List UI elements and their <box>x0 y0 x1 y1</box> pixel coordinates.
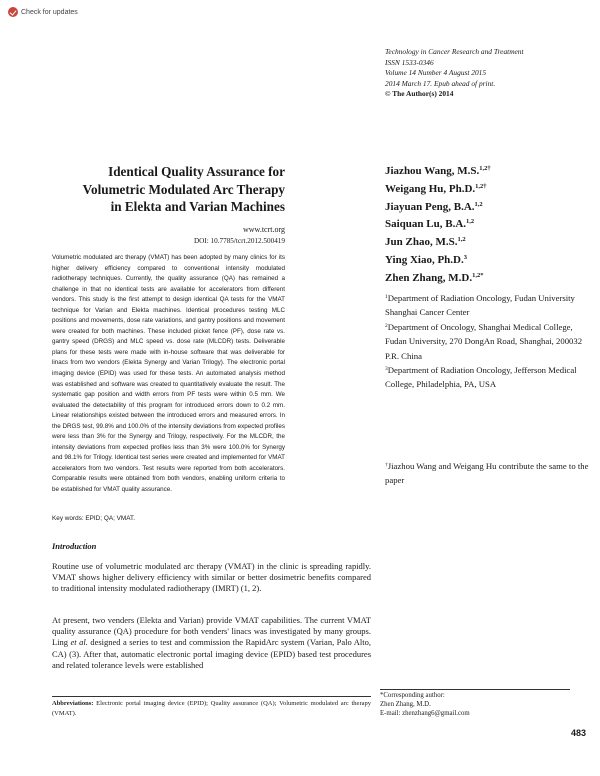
introduction-heading: Introduction <box>52 541 97 551</box>
affiliation-mark: 1 <box>385 294 388 300</box>
author-name: Weigang Hu, Ph.D. <box>385 182 476 195</box>
corresponding-name: Zhen Zhang, M.D. <box>380 700 431 708</box>
paragraph-2-text-b: designed a series to test and commission the RapidArc system (Varian, Palo Alto, CA) (3). After that, automatic electronic portal imaging device (EPID) based test procedures and related tolerance levels were established <box>52 637 371 670</box>
journal-volume: Volume 14 Number 4 August 2015 <box>385 68 487 78</box>
affiliation-mark: 2 <box>385 322 388 329</box>
author-name: Jiazhou Wang, M.S. <box>385 165 480 177</box>
check-for-updates-badge[interactable] <box>8 5 90 19</box>
corresponding-divider <box>380 689 570 690</box>
author-item <box>385 252 585 270</box>
author-item <box>385 270 585 288</box>
et-al: et al. <box>70 637 88 648</box>
journal-info <box>385 47 585 100</box>
author-name: Jun Zhao, M.S. <box>385 236 458 249</box>
introduction-paragraph-2 <box>52 615 371 671</box>
abbreviations-text: Electronic portal imaging device (EPID); Quality assurance (QA); Volumetric modulated arc therapy (VMAT). <box>52 700 371 717</box>
journal-website-link[interactable]: www.tcrt.org <box>243 225 285 234</box>
abbreviations-footnote <box>52 699 371 718</box>
author-affiliation-mark: 1,2† <box>479 165 491 172</box>
abbreviations-label: Abbreviations: <box>52 700 94 707</box>
author-item <box>385 199 585 217</box>
equal-contribution-mark: † <box>385 462 388 468</box>
author-list <box>385 163 585 288</box>
page-number: 483 <box>570 728 586 738</box>
affiliation-mark: 3 <box>385 366 388 373</box>
corresponding-email[interactable]: E-mail: zhenzhang6@gmail.com <box>380 709 470 717</box>
journal-epub: 2014 March 17. Epub ahead of print. <box>385 78 496 88</box>
author-affiliation-mark: 1,2† <box>475 182 487 190</box>
equal-contribution-note <box>385 459 590 488</box>
affiliation-item <box>385 291 590 320</box>
affiliation-text: Department of Oncology, Shanghai Medical College, Fudan University, 270 DongAn Road, Shanghai, 200032 P.R. China <box>385 321 583 361</box>
abstract: Volumetric modulated arc therapy (VMAT) has been adopted by many clinics for its higher delivery efficiency compared to conventional intensity modulated radiotherapy techniques. Currently, the quality assurance (QA) has remained a challenge in that no identical tests are available for accelerators from different vendors. This study is the first attempt to design identical QA tests for the VMAT technique for Varian and Elekta machines. Identical procedures testing MLC positions and movements, dose rate variations, and gantry positions and movement were created for both machines. These included picket fence (PF), dose rate vs. gantry speed (DRGS) and MLC speed vs. dose rate (MLCDR) tests. Deliverable plans for these tests were made with in-house software that was deliverable for linacs from two vendors (Elekta Synergy and Varian Trilogy). The electronic portal imaging device (EPID) was used for these tests. An automated analysis method was established and software was created to quantitatively evaluate the result. The systematic gap position and width errors from PF tests were within 0.5 mm. We evaluated the detectability of this program for introduced errors down to 0.2 mm. Linear relationships existed between the introduced errors and measured errors. In the DRGS test, 99.8% and 100.0% of the intensity deviations from expected profiles were less than 3% for the Synergy and Trilogy, respectively. For the MLCDR, the intensity deviations from expected profiles less than 3% were 100.0% for Synergy and 98.1% for Trilogy. Identical test series were created and implemented for VMAT accelerators from two vendors. Test results were reported from both accelerators. Comparable results were obtained from both vendors, enabling uniform criteria to be established for VMAT quality assurance. <box>52 254 285 494</box>
keywords: Key words: EPID; QA; VMAT. <box>52 515 135 522</box>
check-circle-icon <box>8 7 18 17</box>
journal-name: Technology in Cancer Research and Treatment <box>385 47 524 56</box>
footnote-divider <box>52 696 371 697</box>
journal-copyright: © The Author(s) 2014 <box>385 89 454 99</box>
article-title: Identical Quality Assurance for Volumetric Modulated Arc Therapy in Elekta and Varian Machines <box>82 164 285 214</box>
author-item <box>385 163 585 181</box>
author-affiliation-mark: 1,2 <box>474 200 483 208</box>
affiliation-item <box>385 320 590 363</box>
badge-label: Check for updates <box>21 8 78 16</box>
article-doi[interactable]: DOI: 10.7785/tcrt.2012.500419 <box>193 237 285 245</box>
author-name: Ying Xiao, Ph.D. <box>385 253 464 266</box>
author-name: Saiquan Lu, B.A. <box>385 218 467 231</box>
author-name: Zhen Zhang, M.D. <box>385 271 473 284</box>
author-affiliation-mark: 3 <box>463 253 467 261</box>
author-item <box>385 234 585 252</box>
author-item <box>385 216 585 234</box>
author-affiliation-mark: 1,2 <box>466 218 475 226</box>
author-name: Jiayuan Peng, B.A. <box>385 200 475 213</box>
affiliation-text: Department of Radiation Oncology, Jefferson Medical College, Philadelphia, PA, USA <box>385 365 577 390</box>
equal-contribution-text: Jiazhou Wang and Weigang Hu contribute the same to the paper <box>385 461 589 486</box>
introduction-paragraph-1: Routine use of volumetric modulated arc therapy (VMAT) in the clinic is spreading rapidly. VMAT shows higher delivery efficiency with similar or better dosimetric benefits compared to traditional intensity modulated radiotherapy (IMRT) (1, 2). <box>52 561 371 594</box>
journal-issn: ISSN 1533-0346 <box>385 57 434 67</box>
author-affiliation-mark: 1,2* <box>472 271 484 279</box>
paragraph-2-text-a: At present, two venders (Elekta and Varian) provide VMAT capabilities. The current VMAT quality assurance (QA) procedure for both venders' linacs was investigated by many groups. Ling <box>52 615 371 648</box>
affiliation-text: Department of Radiation Oncology, Fudan University Shanghai Cancer Center <box>385 293 575 318</box>
corresponding-author <box>380 689 585 718</box>
author-item <box>385 181 585 199</box>
affiliation-item <box>385 363 590 392</box>
affiliations <box>385 291 590 392</box>
corresponding-label: *Corresponding author: <box>380 692 445 699</box>
author-affiliation-mark: 1,2 <box>457 236 466 244</box>
